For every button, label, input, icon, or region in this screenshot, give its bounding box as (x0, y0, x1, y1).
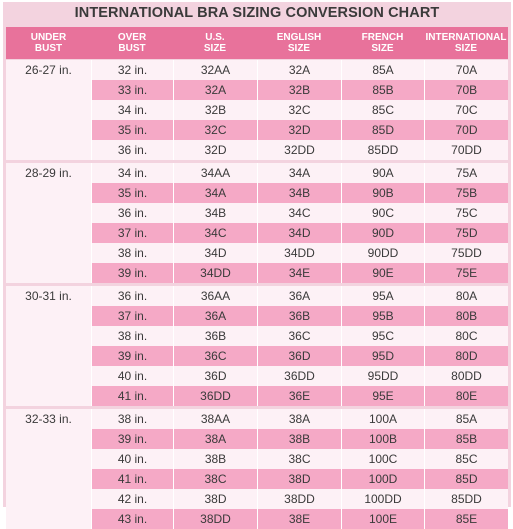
table-row (6, 366, 508, 386)
english-size-cell: 38E (257, 509, 341, 529)
international-size-cell: 75E (424, 263, 508, 283)
table-row (6, 60, 508, 80)
over-bust-cell: 40 in. (91, 366, 173, 386)
bra-size-chart (3, 2, 511, 526)
over-bust-cell: 37 in. (91, 223, 173, 243)
us-size-cell: 32AA (173, 60, 257, 80)
under-bust-cell (6, 243, 91, 263)
french-size-cell: 85DD (341, 140, 424, 160)
under-bust-cell (6, 183, 91, 203)
french-size-cell: 90DD (341, 243, 424, 263)
under-bust-cell (6, 429, 91, 449)
international-size-cell: 70D (424, 120, 508, 140)
table-row (6, 326, 508, 346)
table-row (6, 386, 508, 406)
over-bust-cell: 33 in. (91, 80, 173, 100)
table-row (6, 306, 508, 326)
size-group (6, 163, 508, 283)
size-group (6, 60, 508, 160)
us-size-cell: 34A (173, 183, 257, 203)
international-size-cell: 75D (424, 223, 508, 243)
under-bust-cell (6, 140, 91, 160)
size-group (6, 286, 508, 406)
table-row (6, 140, 508, 160)
table-row (6, 163, 508, 183)
french-size-cell: 95E (341, 386, 424, 406)
international-size-cell: 85D (424, 469, 508, 489)
under-bust-value: 30-31 in. (25, 289, 72, 303)
international-size-cell: 75C (424, 203, 508, 223)
french-size-cell: 100B (341, 429, 424, 449)
table-row (6, 203, 508, 223)
under-bust-cell (6, 366, 91, 386)
table-row (6, 409, 508, 429)
header-label: FRENCH SIZE (361, 32, 404, 54)
french-size-cell: 90B (341, 183, 424, 203)
under-bust-cell (6, 306, 91, 326)
table-row (6, 100, 508, 120)
french-size-cell: 90D (341, 223, 424, 243)
french-size-cell: 90C (341, 203, 424, 223)
table-header (6, 27, 508, 59)
us-size-cell: 36AA (173, 286, 257, 306)
table-row (6, 263, 508, 283)
english-size-cell: 34E (257, 263, 341, 283)
international-size-cell: 85A (424, 409, 508, 429)
under-bust-cell (6, 80, 91, 100)
header-label: UNDER BUST (30, 32, 67, 54)
under-bust-cell (6, 203, 91, 223)
french-size-cell: 85C (341, 100, 424, 120)
english-size-cell: 34A (257, 163, 341, 183)
over-bust-cell: 36 in. (91, 203, 173, 223)
under-bust-cell (6, 489, 91, 509)
header-label: U.S. SIZE (203, 32, 227, 54)
under-bust-cell (6, 346, 91, 366)
table-row (6, 80, 508, 100)
french-size-cell: 95D (341, 346, 424, 366)
over-bust-cell: 43 in. (91, 509, 173, 529)
over-bust-cell: 39 in. (91, 346, 173, 366)
over-bust-cell: 34 in. (91, 100, 173, 120)
table-row (6, 469, 508, 489)
us-size-cell: 36A (173, 306, 257, 326)
over-bust-cell: 41 in. (91, 469, 173, 489)
english-size-cell: 32A (257, 60, 341, 80)
under-bust-value: 26-27 in. (25, 63, 72, 77)
under-bust-cell (6, 509, 91, 529)
english-size-cell: 34D (257, 223, 341, 243)
english-size-cell: 34B (257, 183, 341, 203)
under-bust-cell (6, 449, 91, 469)
french-size-cell: 100C (341, 449, 424, 469)
english-size-cell: 38DD (257, 489, 341, 509)
french-size-cell: 100E (341, 509, 424, 529)
over-bust-cell: 40 in. (91, 449, 173, 469)
french-size-cell: 95DD (341, 366, 424, 386)
french-size-cell: 95A (341, 286, 424, 306)
over-bust-cell: 38 in. (91, 409, 173, 429)
french-size-cell: 95C (341, 326, 424, 346)
us-size-cell: 34DD (173, 263, 257, 283)
us-size-cell: 32D (173, 140, 257, 160)
english-size-cell: 32DD (257, 140, 341, 160)
english-size-cell: 36A (257, 286, 341, 306)
table-row (6, 223, 508, 243)
under-bust-value: 28-29 in. (25, 166, 72, 180)
english-size-cell: 36C (257, 326, 341, 346)
under-bust-cell (6, 120, 91, 140)
under-bust-cell (6, 326, 91, 346)
under-bust-value: 32-33 in. (25, 412, 72, 426)
over-bust-cell: 39 in. (91, 429, 173, 449)
international-size-cell: 75B (424, 183, 508, 203)
header-label: INTERNATIONAL SIZE (425, 32, 507, 54)
international-size-cell: 70DD (424, 140, 508, 160)
under-bust-cell (6, 163, 91, 183)
us-size-cell: 36D (173, 366, 257, 386)
french-size-cell: 100D (341, 469, 424, 489)
french-size-cell: 90E (341, 263, 424, 283)
french-size-cell: 95B (341, 306, 424, 326)
over-bust-cell: 35 in. (91, 183, 173, 203)
english-size-cell: 36E (257, 386, 341, 406)
under-bust-cell (6, 263, 91, 283)
table-row (6, 183, 508, 203)
over-bust-cell: 42 in. (91, 489, 173, 509)
us-size-cell: 36C (173, 346, 257, 366)
table-row (6, 346, 508, 366)
international-size-cell: 80A (424, 286, 508, 306)
table-row (6, 509, 508, 529)
under-bust-cell (6, 409, 91, 429)
us-size-cell: 32A (173, 80, 257, 100)
table-row (6, 120, 508, 140)
header-us-size (173, 27, 257, 59)
table-row (6, 489, 508, 509)
us-size-cell: 34AA (173, 163, 257, 183)
us-size-cell: 34C (173, 223, 257, 243)
international-size-cell: 75DD (424, 243, 508, 263)
over-bust-cell: 39 in. (91, 263, 173, 283)
us-size-cell: 38D (173, 489, 257, 509)
english-size-cell: 36D (257, 346, 341, 366)
french-size-cell: 85B (341, 80, 424, 100)
us-size-cell: 36DD (173, 386, 257, 406)
international-size-cell: 85DD (424, 489, 508, 509)
french-size-cell: 100A (341, 409, 424, 429)
under-bust-cell (6, 223, 91, 243)
english-size-cell: 38A (257, 409, 341, 429)
table-row (6, 429, 508, 449)
over-bust-cell: 38 in. (91, 326, 173, 346)
us-size-cell: 38B (173, 449, 257, 469)
international-size-cell: 80D (424, 346, 508, 366)
over-bust-cell: 34 in. (91, 163, 173, 183)
header-under-bust (6, 27, 91, 59)
us-size-cell: 34D (173, 243, 257, 263)
english-size-cell: 38B (257, 429, 341, 449)
french-size-cell: 90A (341, 163, 424, 183)
english-size-cell: 32D (257, 120, 341, 140)
english-size-cell: 36B (257, 306, 341, 326)
international-size-cell: 85E (424, 509, 508, 529)
header-over-bust (91, 27, 173, 59)
us-size-cell: 38C (173, 469, 257, 489)
us-size-cell: 32B (173, 100, 257, 120)
international-size-cell: 85B (424, 429, 508, 449)
english-size-cell: 36DD (257, 366, 341, 386)
chart-title: INTERNATIONAL BRA SIZING CONVERSION CHART (74, 5, 440, 21)
table-row (6, 286, 508, 306)
over-bust-cell: 32 in. (91, 60, 173, 80)
international-size-cell: 70A (424, 60, 508, 80)
international-size-cell: 80DD (424, 366, 508, 386)
us-size-cell: 34B (173, 203, 257, 223)
table-row (6, 243, 508, 263)
over-bust-cell: 35 in. (91, 120, 173, 140)
header-french-size (341, 27, 424, 59)
french-size-cell: 100DD (341, 489, 424, 509)
english-size-cell: 32C (257, 100, 341, 120)
english-size-cell: 34DD (257, 243, 341, 263)
international-size-cell: 80E (424, 386, 508, 406)
french-size-cell: 85D (341, 120, 424, 140)
english-size-cell: 38D (257, 469, 341, 489)
international-size-cell: 75A (424, 163, 508, 183)
us-size-cell: 32C (173, 120, 257, 140)
size-group (6, 409, 508, 529)
international-size-cell: 70C (424, 100, 508, 120)
us-size-cell: 36B (173, 326, 257, 346)
under-bust-cell (6, 469, 91, 489)
us-size-cell: 38A (173, 429, 257, 449)
under-bust-cell (6, 60, 91, 80)
over-bust-cell: 41 in. (91, 386, 173, 406)
under-bust-cell (6, 386, 91, 406)
table-row (6, 449, 508, 469)
over-bust-cell: 38 in. (91, 243, 173, 263)
header-label: ENGLISH SIZE (276, 32, 322, 54)
english-size-cell: 32B (257, 80, 341, 100)
international-size-cell: 85C (424, 449, 508, 469)
international-size-cell: 80C (424, 326, 508, 346)
english-size-cell: 34C (257, 203, 341, 223)
over-bust-cell: 36 in. (91, 140, 173, 160)
us-size-cell: 38AA (173, 409, 257, 429)
header-international-size (424, 27, 508, 59)
international-size-cell: 80B (424, 306, 508, 326)
header-label: OVER BUST (117, 32, 147, 54)
under-bust-cell (6, 286, 91, 306)
over-bust-cell: 36 in. (91, 286, 173, 306)
english-size-cell: 38C (257, 449, 341, 469)
over-bust-cell: 37 in. (91, 306, 173, 326)
header-english-size (257, 27, 341, 59)
us-size-cell: 38DD (173, 509, 257, 529)
under-bust-cell (6, 100, 91, 120)
international-size-cell: 70B (424, 80, 508, 100)
french-size-cell: 85A (341, 60, 424, 80)
